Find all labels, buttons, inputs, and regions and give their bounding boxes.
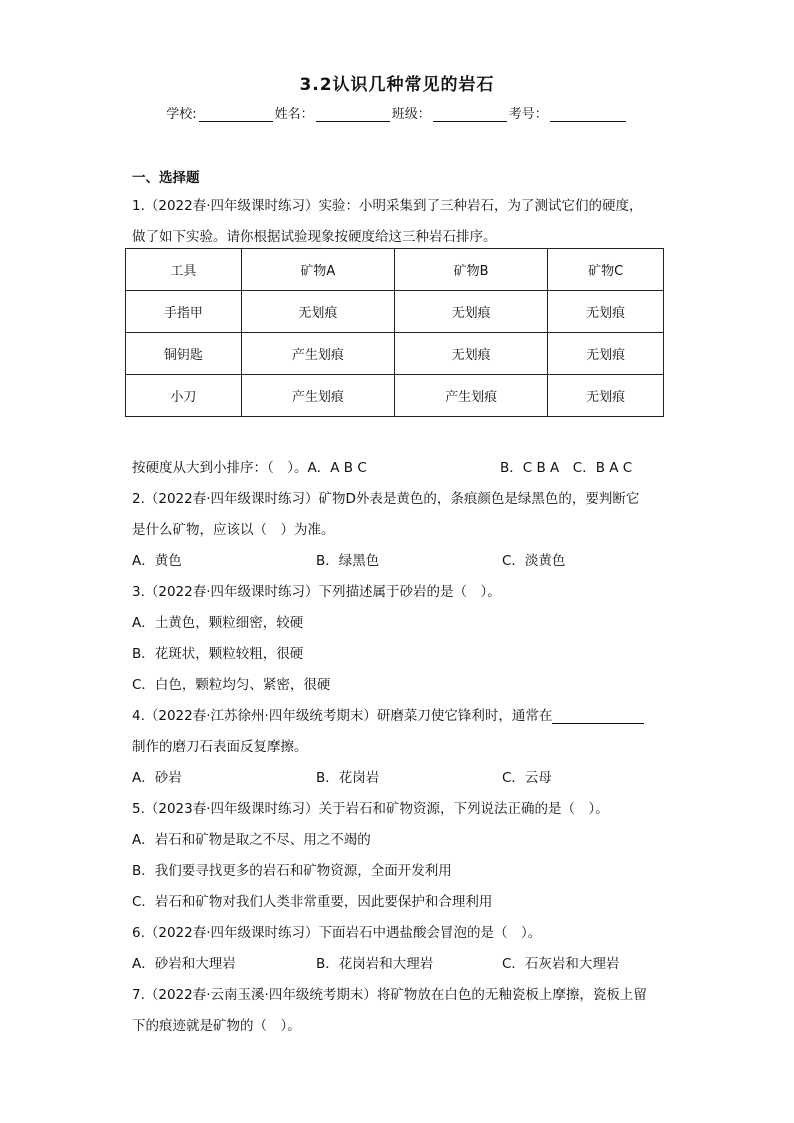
- q2-line-2: 是什么矿物，应该以（ ）为准。: [132, 522, 335, 538]
- name-blank[interactable]: [316, 107, 390, 122]
- table-cell: 无划痕: [394, 333, 547, 375]
- q5-option-a[interactable]: A．岩石和矿物是取之不尽、用之不竭的: [132, 832, 371, 848]
- q5-option-b[interactable]: B．我们要寻找更多的岩石和矿物资源，全面开发利用: [132, 863, 452, 879]
- q4-line-1-text: 4.（2022春·江苏徐州·四年级统考期末）研磨菜刀使它锋利时，通常在: [132, 708, 553, 724]
- school-label: 学校:: [166, 107, 197, 122]
- q2-option-a[interactable]: A．黄色: [132, 553, 182, 569]
- table-row: [126, 333, 664, 375]
- q1-answer-line: [132, 456, 632, 476]
- table-cell: 无划痕: [548, 333, 664, 375]
- hardness-table: [125, 248, 664, 417]
- table-row: [126, 291, 664, 333]
- q2-option-b[interactable]: B．绿黑色: [316, 553, 380, 569]
- table-cell: 铜钥匙: [126, 333, 242, 375]
- number-blank[interactable]: [550, 107, 626, 122]
- q2-options: [132, 549, 565, 569]
- q7-line-2: 下的痕迹就是矿物的（ ）。: [132, 1018, 301, 1034]
- q1-options-bc[interactable]: B．C B A C．B A C: [500, 460, 633, 476]
- q4-line-2: 制作的磨刀石表面反复摩擦。: [132, 739, 308, 755]
- q6-options: [132, 952, 619, 972]
- q4-options: [132, 766, 552, 786]
- q1-option-a[interactable]: 按硬度从大到小排序：（ ）。A．A B C: [132, 460, 367, 476]
- table-cell: 产生划痕: [241, 333, 394, 375]
- q3-option-a[interactable]: A．土黄色，颗粒细密，较硬: [132, 615, 304, 631]
- q1-line-2: 做了如下实验。请你根据试验现象按硬度给这三种岩石排序。: [132, 229, 497, 245]
- q6-option-a[interactable]: A．砂岩和大理岩: [132, 956, 236, 972]
- table-header-cell: 矿物B: [394, 249, 547, 291]
- student-info-line: [0, 103, 794, 122]
- table-cell: 产生划痕: [394, 375, 547, 417]
- q4-line-1: [132, 704, 644, 724]
- q4-answer-blank[interactable]: [552, 709, 644, 724]
- table-header-cell: 矿物C: [548, 249, 664, 291]
- table-cell: 无划痕: [241, 291, 394, 333]
- table-cell: 手指甲: [126, 291, 242, 333]
- q4-option-b[interactable]: B．花岗岩: [316, 770, 380, 786]
- section-title: 一、选择题: [132, 170, 200, 186]
- q6-line-1: 6.（2022春·四年级课时练习）下面岩石中遇盐酸会冒泡的是（ ）。: [132, 925, 542, 941]
- page-title: 3.2认识几种常见的岩石: [299, 75, 495, 95]
- q3-option-c[interactable]: C．白色，颗粒均匀、紧密，很硬: [132, 677, 331, 693]
- number-label: 考号：: [508, 107, 548, 122]
- q6-option-b[interactable]: B．花岗岩和大理岩: [316, 956, 434, 972]
- q2-line-1: 2.（2022春·四年级课时练习）矿物D外表是黄色的，条痕颜色是绿黑色的，要判断它: [132, 491, 640, 507]
- q3-option-b[interactable]: B．花斑状，颗粒较粗，很硬: [132, 646, 304, 662]
- table-header-row: [126, 249, 664, 291]
- table-cell: 小刀: [126, 375, 242, 417]
- table-row: [126, 375, 664, 417]
- q1-line-1: 1.（2022春·四年级课时练习）实验：小明采集到了三种岩石，为了测试它们的硬度，: [132, 198, 643, 214]
- class-label: 班级：: [391, 107, 431, 122]
- q5-option-c[interactable]: C．岩石和矿物对我们人类非常重要，因此要保护和合理利用: [132, 894, 493, 910]
- q7-line-1: 7.（2022春·云南玉溪·四年级统考期末）将矿物放在白色的无釉瓷板上摩擦，瓷板上留: [132, 987, 647, 1003]
- table-header-cell: 矿物A: [241, 249, 394, 291]
- q5-line-1: 5.（2023春·四年级课时练习）关于岩石和矿物资源，下列说法正确的是（ ）。: [132, 801, 609, 817]
- table-cell: 产生划痕: [241, 375, 394, 417]
- school-blank[interactable]: [199, 107, 273, 122]
- table-cell: 无划痕: [548, 375, 664, 417]
- q6-option-c[interactable]: C．石灰岩和大理岩: [502, 956, 620, 972]
- q4-option-a[interactable]: A．砂岩: [132, 770, 182, 786]
- class-blank[interactable]: [433, 107, 507, 122]
- table-cell: 无划痕: [548, 291, 664, 333]
- table-cell: 无划痕: [394, 291, 547, 333]
- table-header-cell: 工具: [126, 249, 242, 291]
- q3-line-1: 3.（2022春·四年级课时练习）下列描述属于砂岩的是（ ）。: [132, 584, 501, 600]
- q2-option-c[interactable]: C．淡黄色: [502, 553, 566, 569]
- name-label: 姓名：: [274, 107, 314, 122]
- q4-option-c[interactable]: C．云母: [502, 770, 552, 786]
